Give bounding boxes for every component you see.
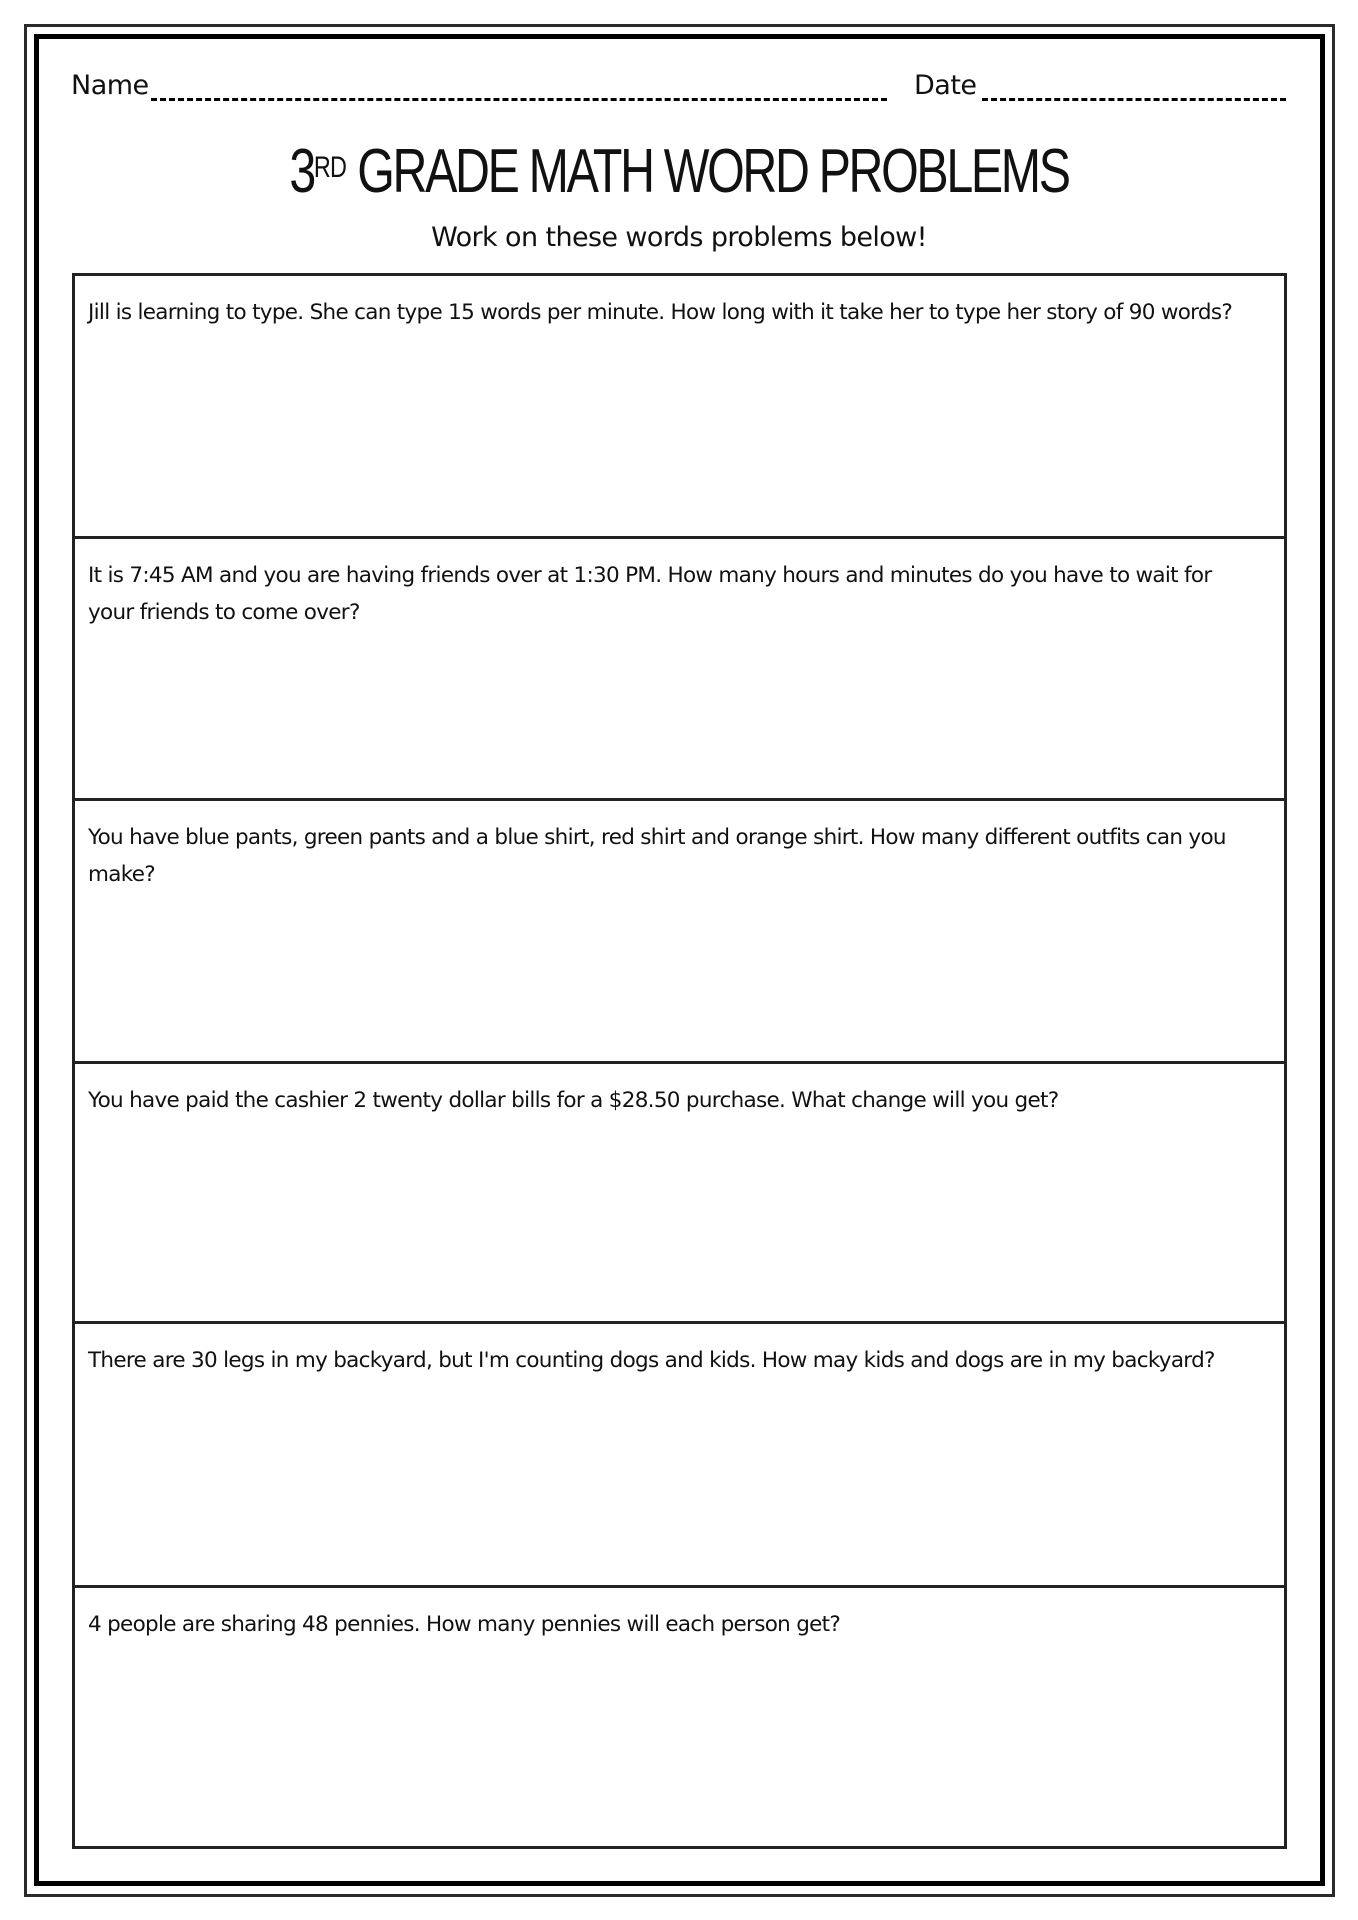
title-ordinal-suffix: RD xyxy=(313,151,347,184)
title-text: GRADE MATH WORD PROBLEMS xyxy=(346,137,1069,206)
answer-area[interactable] xyxy=(75,376,1284,536)
problem-row-6 xyxy=(75,1588,1284,1846)
date-field[interactable] xyxy=(982,98,1286,101)
name-label: Name xyxy=(71,70,149,101)
problem-text: There are 30 legs in my backyard, but I'm counting dogs and kids. How may kids and dogs are in my backyard? xyxy=(88,1348,1215,1373)
name-field[interactable] xyxy=(151,98,887,101)
problem-row-1 xyxy=(75,276,1284,539)
title-grade-number: 3 xyxy=(289,137,314,206)
problem-text: It is 7:45 AM and you are having friends over at 1:30 PM. How many hours and minutes do you have to wait for your friends to come over? xyxy=(88,563,1212,625)
problem-table xyxy=(72,273,1287,1849)
answer-area[interactable] xyxy=(75,639,1284,798)
answer-area[interactable] xyxy=(75,1688,1284,1846)
problem-row-3 xyxy=(75,801,1284,1064)
answer-area[interactable] xyxy=(75,1164,1284,1321)
problem-row-4 xyxy=(75,1064,1284,1324)
date-label: Date xyxy=(914,70,977,101)
problem-row-2 xyxy=(75,539,1284,801)
page-subtitle: Work on these words problems below! xyxy=(431,222,927,253)
page-title xyxy=(149,132,1208,212)
answer-area[interactable] xyxy=(75,1424,1284,1585)
problem-text: You have blue pants, green pants and a blue shirt, red shirt and orange shirt. How many different outfits can you make? xyxy=(88,825,1226,887)
problem-row-5 xyxy=(75,1324,1284,1588)
problem-text: You have paid the cashier 2 twenty dollar bills for a $28.50 purchase. What change will you get? xyxy=(88,1088,1059,1113)
answer-area[interactable] xyxy=(75,901,1284,1061)
problem-text: 4 people are sharing 48 pennies. How many pennies will each person get? xyxy=(88,1612,841,1637)
problem-text: Jill is learning to type. She can type 15 words per minute. How long with it take her to type her story of 90 words? xyxy=(88,300,1233,325)
